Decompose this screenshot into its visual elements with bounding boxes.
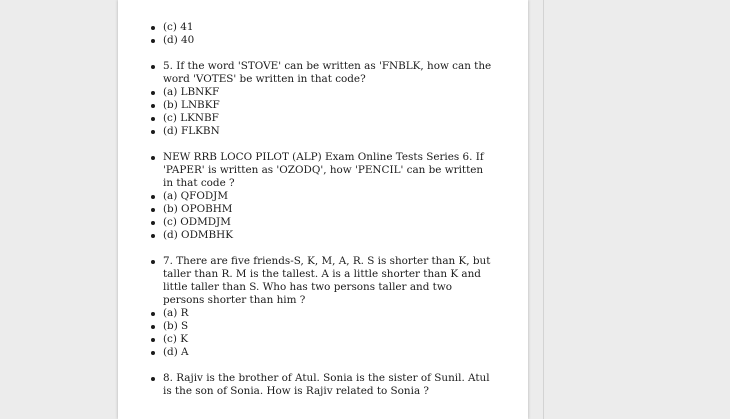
question-list xyxy=(150,21,500,398)
block-2 xyxy=(150,151,500,242)
block-4 xyxy=(150,372,500,398)
option: (d) FLKBN xyxy=(150,125,500,138)
option: (c) 41 xyxy=(150,21,500,34)
option: (a) LBNKF xyxy=(150,86,500,99)
question-text: NEW RRB LOCO PILOT (ALP) Exam Online Tests Series 6. If 'PAPER' is written as 'OZODQ', how 'PENCIL' can be written in that code ? xyxy=(150,151,494,190)
option: (d) A xyxy=(150,346,500,359)
block-0 xyxy=(150,21,500,47)
option: (c) ODMDJM xyxy=(150,216,500,229)
question-text: 7. There are five friends-S, K, M, A, R. S is shorter than K, but taller than R. M is the tallest. A is a little shorter than K and little taller than S. Who has two persons taller and two persons shorter than him ? xyxy=(150,255,494,307)
option: (b) LNBKF xyxy=(150,99,500,112)
block-3 xyxy=(150,255,500,359)
option: (c) LKNBF xyxy=(150,112,500,125)
option: (a) QFODJM xyxy=(150,190,500,203)
option: (c) K xyxy=(150,333,500,346)
page-divider xyxy=(543,0,544,419)
option: (b) OPOBHM xyxy=(150,203,500,216)
option: (d) 40 xyxy=(150,34,500,47)
question-text: 8. Rajiv is the brother of Atul. Sonia is the sister of Sunil. Atul is the son of Sonia. How is Rajiv related to Sonia ? xyxy=(150,372,494,398)
option: (b) S xyxy=(150,320,500,333)
option: (d) ODMBHK xyxy=(150,229,500,242)
option: (a) R xyxy=(150,307,500,320)
block-1 xyxy=(150,60,500,138)
question-text: 5. If the word 'STOVE' can be written as 'FNBLK, how can the word 'VOTES' be written in that code? xyxy=(150,60,494,86)
